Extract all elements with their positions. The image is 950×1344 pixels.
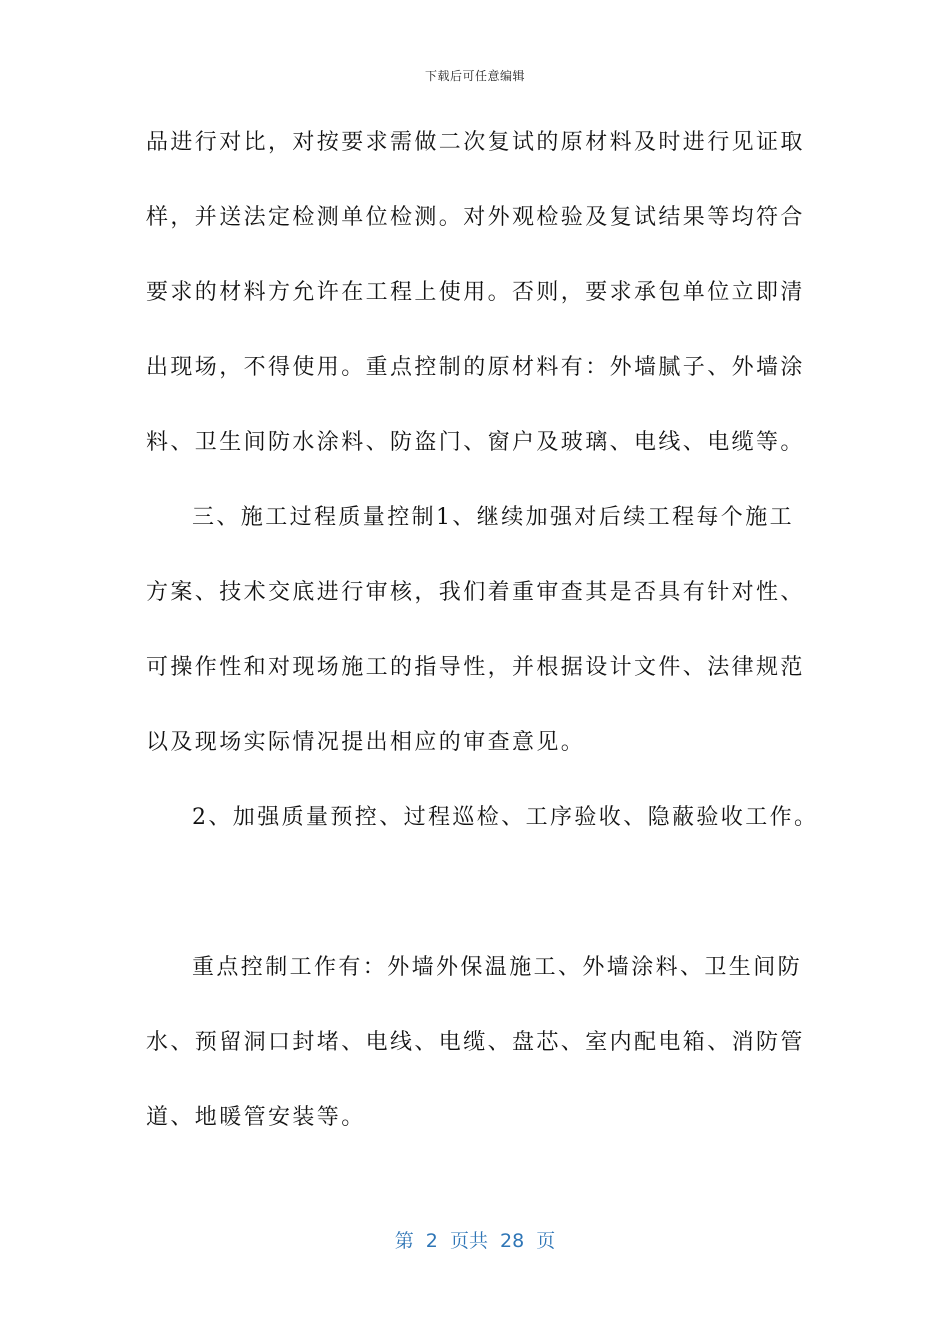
body-line: 料、卫生间防水涂料、防盗门、窗户及玻璃、电线、电缆等。 <box>146 430 805 455</box>
body-line: 方案、技术交底进行审核，我们着重审查其是否具有针对性、 <box>146 580 805 605</box>
body-line: 水、预留洞口封堵、电线、电缆、盘芯、室内配电箱、消防管 <box>146 1030 805 1055</box>
header-note: 下载后可任意编辑 <box>424 69 525 83</box>
body-line: 以及现场实际情况提出相应的审查意见。 <box>146 730 586 755</box>
body-line: 品进行对比，对按要求需做二次复试的原材料及时进行见证取 <box>146 130 805 155</box>
paragraph-start-line: 2、加强质量预控、过程巡检、工序验收、隐蔽验收工作。 <box>192 805 819 830</box>
body-line: 样，并送法定检测单位检测。对外观检验及复试结果等均符合 <box>146 205 805 230</box>
body-line: 可操作性和对现场施工的指导性，并根据设计文件、法律规范 <box>146 655 805 680</box>
body-line: 要求的材料方允许在工程上使用。否则，要求承包单位立即清 <box>146 280 805 305</box>
paragraph-start-line: 重点控制工作有：外墙外保温施工、外墙涂料、卫生间防 <box>192 955 803 980</box>
page-number-footer: 第 2 页共 28 页 <box>394 1230 556 1252</box>
paragraph-start-line: 三、施工过程质量控制1、继续加强对后续工程每个施工 <box>192 505 794 530</box>
body-line: 道、地暖管安装等。 <box>146 1105 366 1130</box>
body-line: 出现场，不得使用。重点控制的原材料有：外墙腻子、外墙涂 <box>146 355 805 380</box>
